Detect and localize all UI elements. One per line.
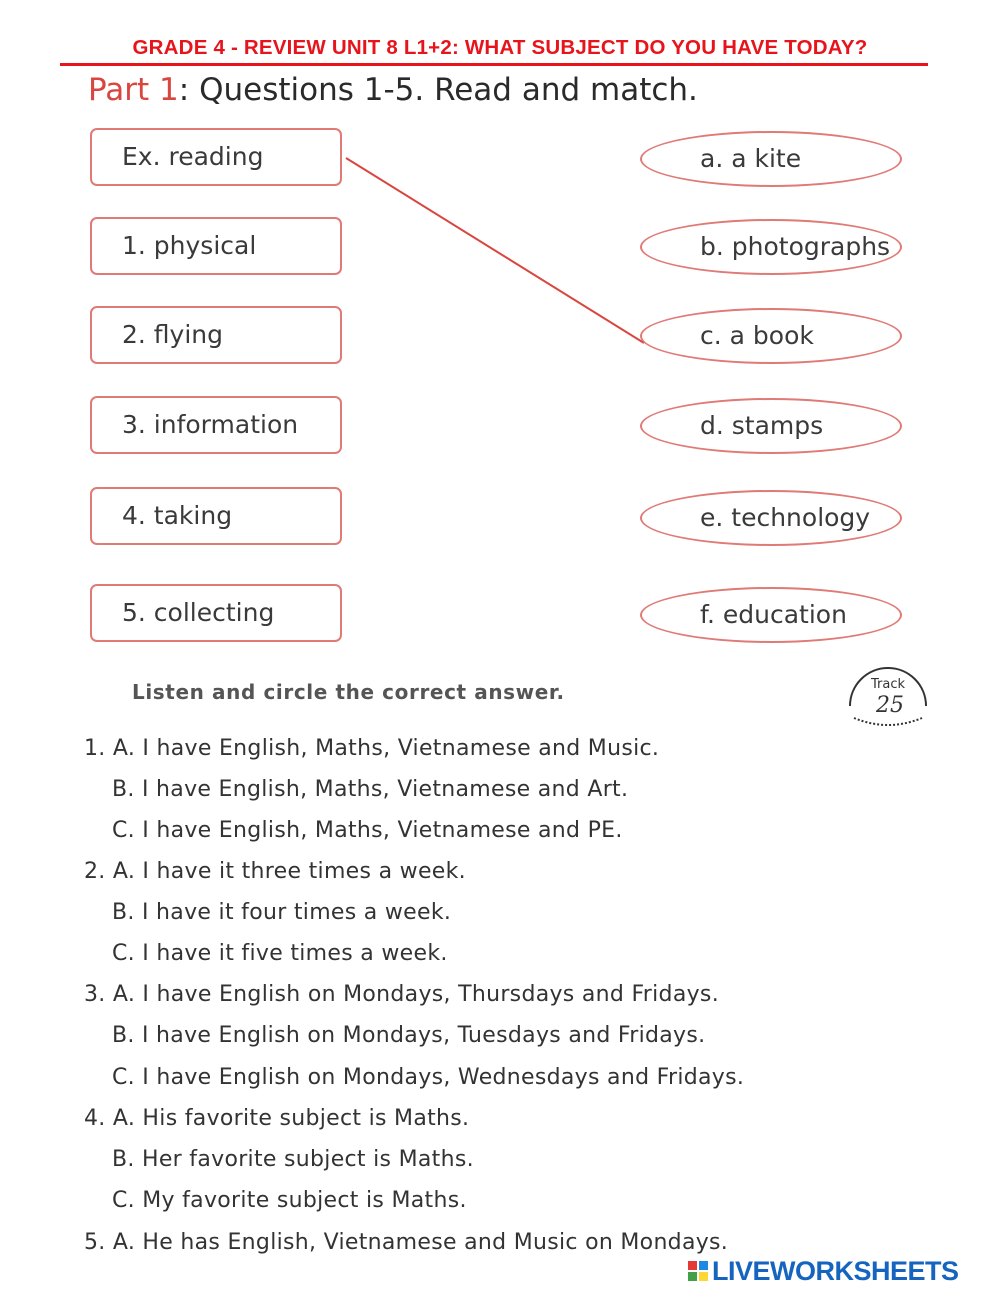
right-oval-f[interactable] [640, 587, 902, 643]
q3-option-c[interactable]: C. I have English on Mondays, Wednesdays and Fridays. [112, 1065, 745, 1090]
q2-option-b[interactable]: B. I have it four times a week. [112, 900, 452, 925]
left-item-text: 2. flying [122, 320, 224, 349]
track-label: Track [870, 677, 906, 692]
left-item-text: 1. physical [122, 231, 257, 260]
worksheet-title: GRADE 4 - REVIEW UNIT 8 L1+2: WHAT SUBJECT DO YOU HAVE TODAY? [132, 36, 868, 59]
q1-option-c[interactable]: C. I have English, Maths, Vietnamese and PE. [112, 818, 623, 843]
title-underline [60, 63, 928, 66]
q5-option-a[interactable]: 5. A. He has English, Vietnamese and Music on Mondays. [84, 1230, 729, 1255]
q2-option-a[interactable]: 2. A. I have it three times a week. [84, 859, 466, 884]
liveworksheets-logo [688, 1256, 959, 1286]
left-item-text: 3. information [122, 410, 299, 439]
left-box-1[interactable] [90, 217, 342, 275]
left-box-5[interactable] [90, 584, 342, 642]
left-box-4[interactable] [90, 487, 342, 545]
right-item-text: b. photographs [700, 232, 891, 261]
q1-option-b[interactable]: B. I have English, Maths, Vietnamese and Art. [112, 777, 629, 802]
left-item-text: 5. collecting [122, 598, 275, 627]
right-item-text: f. education [700, 600, 847, 629]
right-item-text: d. stamps [700, 411, 824, 440]
left-box-2[interactable] [90, 306, 342, 364]
right-oval-d[interactable] [640, 398, 902, 454]
right-oval-b[interactable] [640, 219, 902, 275]
right-item-text: c. a book [700, 321, 814, 350]
right-item-text: e. technology [700, 503, 871, 532]
left-item-text: Ex. reading [122, 142, 264, 171]
left-box-example [90, 128, 342, 186]
right-oval-a[interactable] [640, 131, 902, 187]
q4-option-b[interactable]: B. Her favorite subject is Maths. [112, 1147, 474, 1172]
right-item-text: a. a kite [700, 144, 802, 173]
left-box-3[interactable] [90, 396, 342, 454]
part1-instruction: : Questions 1-5. Read and match. [178, 72, 698, 108]
right-oval-e[interactable] [640, 490, 902, 546]
brand-blocks-icon [688, 1261, 708, 1281]
q3-option-a[interactable]: 3. A. I have English on Mondays, Thursdays and Fridays. [84, 982, 719, 1007]
headphones-icon [840, 662, 936, 736]
part1-label: Part 1 [88, 72, 179, 108]
q1-option-a[interactable]: 1. A. I have English, Maths, Vietnamese and Music. [84, 736, 660, 761]
track-badge [840, 662, 936, 736]
track-number: 25 [876, 693, 904, 718]
part1-heading [88, 72, 698, 108]
right-oval-c[interactable] [640, 308, 902, 364]
listening-instruction: Listen and circle the correct answer. [132, 680, 565, 704]
q4-option-c[interactable]: C. My favorite subject is Maths. [112, 1188, 467, 1213]
q4-option-a[interactable]: 4. A. His favorite subject is Maths. [84, 1106, 470, 1131]
brand-name: LIVEWORKSHEETS [712, 1255, 959, 1286]
q2-option-c[interactable]: C. I have it five times a week. [112, 941, 448, 966]
q3-option-b[interactable]: B. I have English on Mondays, Tuesdays and Fridays. [112, 1023, 706, 1048]
left-item-text: 4. taking [122, 501, 233, 530]
